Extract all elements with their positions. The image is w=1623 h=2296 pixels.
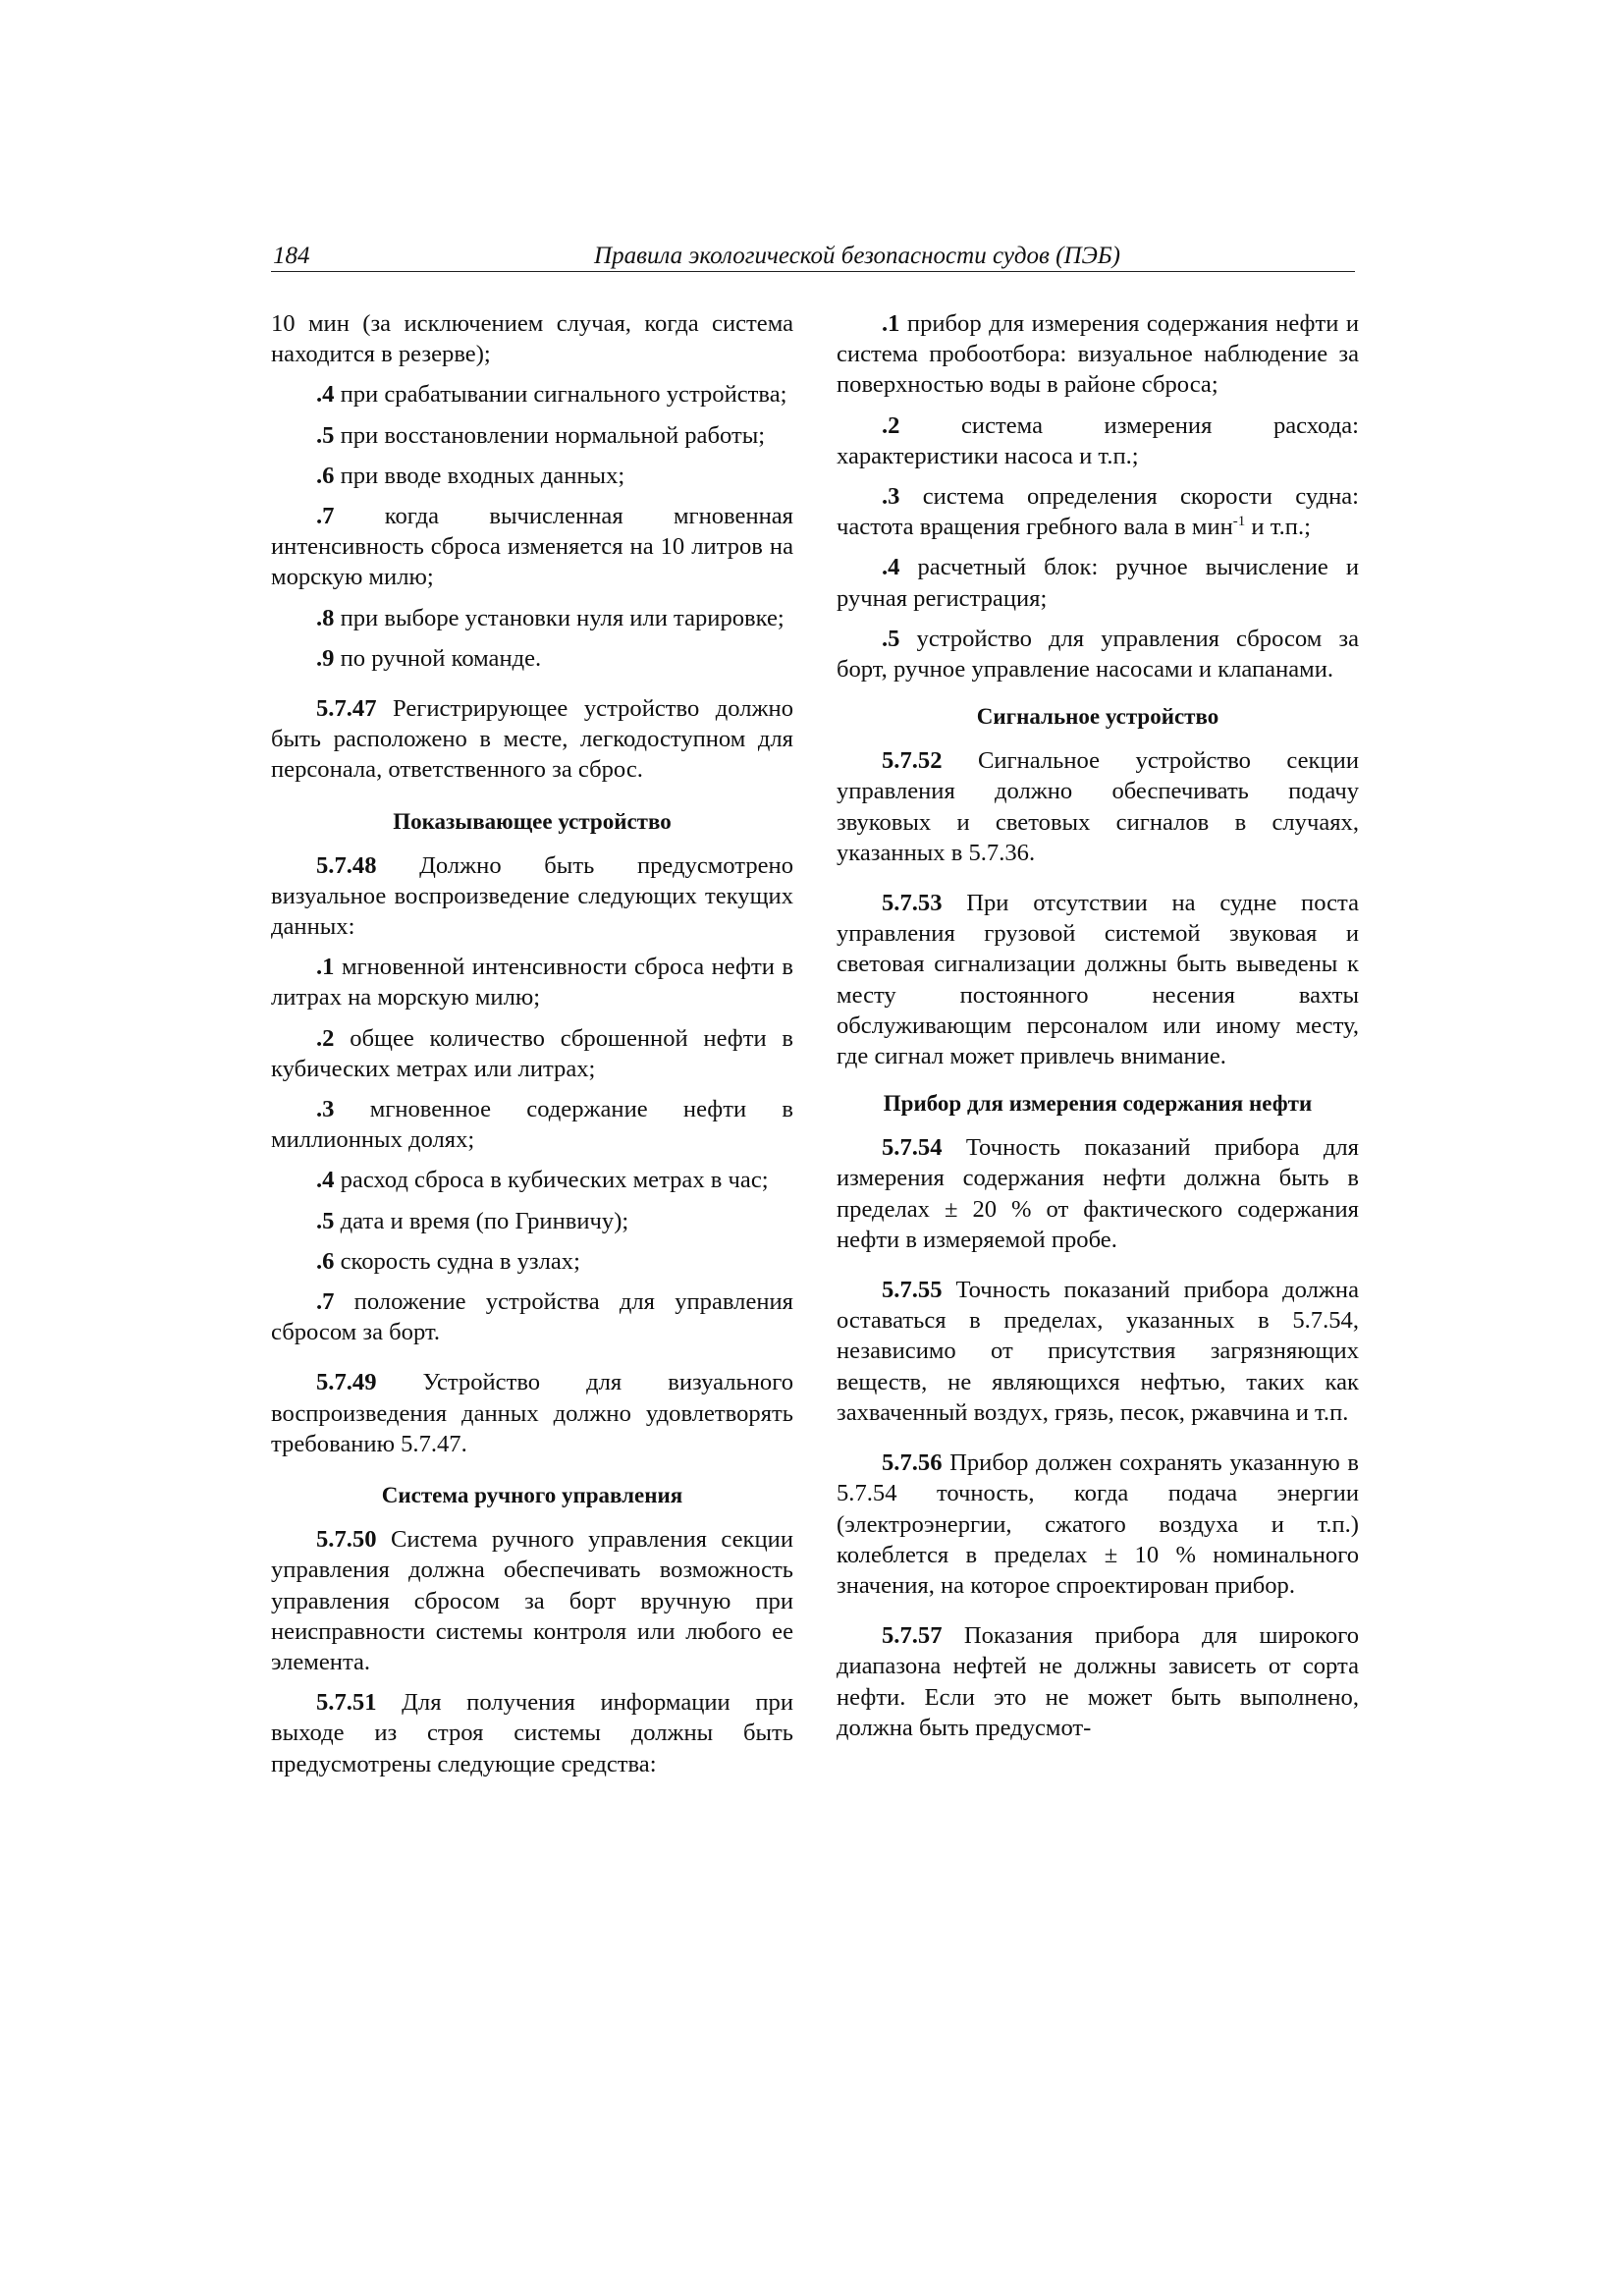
list-item: .5 при восстановлении нормальной работы; (316, 421, 766, 449)
clause-5-7-48: 5.7.48 Должно быть предусмотрено визуальное воспроизведение следующих текущих данных: (271, 851, 793, 941)
list-item: .3 мгновенное содержание нефти в миллионных долях; (271, 1096, 793, 1154)
page-number: 184 (273, 243, 310, 269)
clause-5-7-52: 5.7.52 Сигнальное устройство секции управления должно обеспечивать подачу звуковых и световых сигналов в случаях, указанных в 5.7.36. (837, 747, 1359, 866)
running-title: Правила экологической безопасности судов (ПЭБ) (594, 243, 1120, 269)
list-item: .9 по ручной команде. (316, 644, 542, 672)
list-item: .3 система определения скорости судна: частота вращения гребного вала в мин$^{-1}$ и т.п.; (837, 483, 1359, 541)
clause-5-7-51: 5.7.51 Для получения информации при выходе из строя системы должны быть предусмотрены следующие средства: (271, 1689, 793, 1777)
left-column (271, 308, 793, 1789)
list-item: .4 при срабатывании сигнального устройства; (316, 381, 787, 409)
list-item: .6 при вводе входных данных; (316, 462, 625, 489)
clause-5-7-47: 5.7.47 Регистрирующее устройство должно быть расположено в месте, легкодоступном для персонала, ответственного за сброс. (271, 695, 793, 784)
clause-5-7-57: 5.7.57 Показания прибора для широкого диапазона нефтей не должны зависеть от сорта нефти. Если это не может быть выполнено, должна быть предусмот- (837, 1622, 1359, 1741)
list-item: .1 прибор для измерения содержания нефти и система пробоотбора: визуальное наблюдение за поверхностью воды в районе сброса; (837, 310, 1359, 399)
page-header (271, 242, 1355, 272)
list-item: .5 дата и время (по Гринвичу); (316, 1207, 629, 1234)
list-item: .2 система измерения расхода: характеристики насоса и т.п.; (837, 411, 1359, 469)
clause-5-7-50: 5.7.50 Система ручного управления секции управления должна обеспечивать возможность управления сбросом за борт вручную при неисправности системы контроля или любого ее элемента. (271, 1526, 793, 1675)
section-heading: Показывающее устройство (393, 808, 672, 834)
list-item: .6 скорость судна в узлах; (316, 1247, 580, 1275)
clause-5-7-54: 5.7.54 Точность показаний прибора для измерения содержания нефти должна быть в пределах ± 20 % от фактического содержания нефти в измеряемой пробе. (837, 1134, 1359, 1253)
clause-5-7-53: 5.7.53 При отсутствии на судне поста управления грузовой системой звуковая и световая сигнализации должны быть выведены к месту постоянного несения вахты обслуживающим персоналом или иному месту, где сигнал может привлечь внимание. (837, 890, 1359, 1070)
list-item: .1 мгновенной интенсивности сброса нефти в литрах на морскую милю; (271, 954, 793, 1011)
clause-5-7-55: 5.7.55 Точность показаний прибора должна оставаться в пределах, указанных в 5.7.54, независимо от присутствия загрязняющих веществ, не являющихся нефтью, таких как захваченный воздух, грязь, песок, ржавчина и т.п. (837, 1277, 1359, 1426)
clause-5-7-56: 5.7.56 Прибор должен сохранять указанную в 5.7.54 точность, когда подача энергии (электроэнергии, сжатого воздуха и т.п.) колеблется в пределах ± 10 % номинального значения, на которое спроектирован прибор. (837, 1449, 1359, 1599)
list-item: .7 когда вычисленная мгновенная интенсивность сброса изменяется на 10 литров на морскую милю; (271, 503, 793, 591)
section-heading: Прибор для измерения содержания нефти (883, 1091, 1313, 1117)
clause-5-7-49: 5.7.49 Устройство для визуального воспроизведения данных должно удовлетворять требованию 5.7.47. (271, 1369, 793, 1457)
list-item: .4 расчетный блок: ручное вычисление и ручная регистрация; (837, 554, 1359, 612)
paragraph: 10 мин (за исключением случая, когда система находится в резерве); (271, 310, 793, 368)
section-heading: Сигнальное устройство (976, 704, 1219, 730)
list-item: .2 общее количество сброшенной нефти в кубических метрах или литрах; (271, 1024, 793, 1082)
list-item: .5 устройство для управления сбросом за борт, ручное управление насосами и клапанами. (837, 625, 1359, 683)
list-item: .4 расход сброса в кубических метрах в час; (316, 1167, 769, 1194)
section-heading: Система ручного управления (381, 1483, 683, 1508)
right-column (837, 308, 1359, 1753)
list-item: .7 положение устройства для управления сбросом за борт. (271, 1288, 793, 1346)
list-item: .8 при выборе установки нуля или тарировке; (316, 604, 784, 631)
